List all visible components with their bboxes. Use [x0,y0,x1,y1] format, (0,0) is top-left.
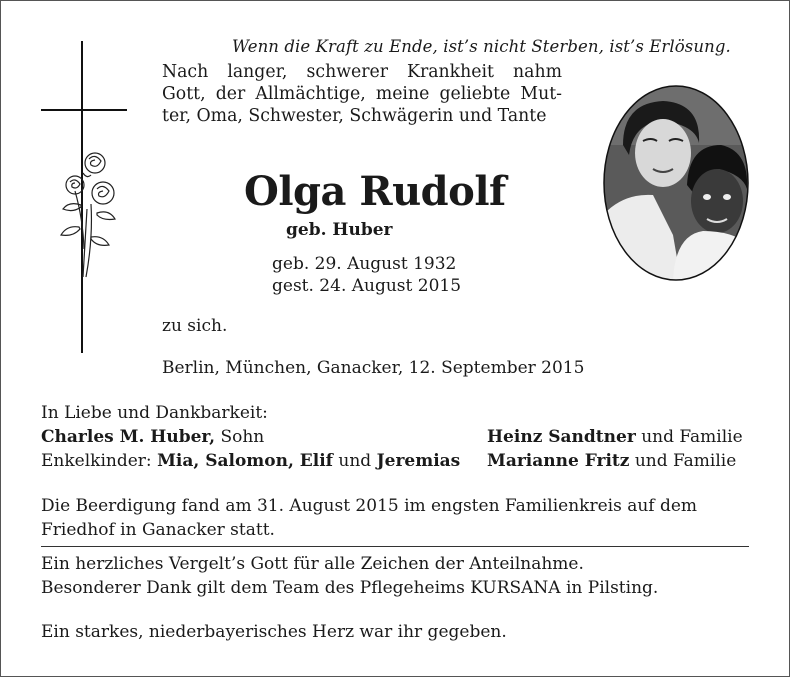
grandchildren-and: und [338,451,372,471]
grandchildren-names: Mia, Salomon, Elif [157,451,333,471]
intro-text [162,61,562,128]
family1-suffix: und Familie [641,427,743,447]
family2-suffix: und Familie [634,451,737,471]
son-name: Charles M. Huber, [41,427,216,447]
cross-icon-crossbar [41,109,127,111]
closing-text: zu sich. [162,316,228,336]
divider [41,546,749,547]
funeral-line: Die Beerdigung fand am 31. August 2015 im engsten Familienkreis auf dem [41,496,698,516]
portrait-photo [603,85,749,281]
grandchildren-last: Jeremias [376,451,461,471]
motto: Wenn die Kraft zu Ende, ist’s nicht Sterben, ist’s Erlösung. [232,37,731,56]
roses-icon [53,149,125,279]
funeral-line: Friedhof in Ganacker statt. [41,520,275,540]
family2-name: Marianne Fritz [487,451,630,471]
mourners-heading: In Liebe und Dankbarkeit: [41,403,268,423]
family2-line [487,451,736,471]
family1-name: Heinz Sandtner [487,427,636,447]
intro-line: Gott, der Allmächtige, meine geliebte Mut- [162,84,562,105]
deceased-name: Olga Rudolf [244,168,506,215]
son-line [41,427,264,447]
son-relation: Sohn [220,427,265,447]
intro-line: Nach langer, schwerer Krankheit nahm [162,62,562,82]
grandchildren-line [41,451,460,471]
place-date: Berlin, München, Ganacker, 12. September 2015 [162,358,585,378]
thanks-line: Besonderer Dank gilt dem Team des Pflegeheims KURSANA in Pilsting. [41,578,659,598]
death-date: gest. 24. August 2015 [272,276,462,296]
life-dates [272,253,461,297]
grandchildren-label: Enkelkinder: [41,451,152,471]
birth-date: geb. 29. August 1932 [272,254,457,274]
family1-line [487,427,743,447]
final-line: Ein starkes, niederbayerisches Herz war ihr gegeben. [41,622,507,642]
intro-line: ter, Oma, Schwester, Schwägerin und Tante [162,106,547,127]
maiden-name: geb. Huber [286,220,393,240]
thanks-line: Ein herzliches Vergelt’s Gott für alle Zeichen der Anteilnahme. [41,554,584,574]
